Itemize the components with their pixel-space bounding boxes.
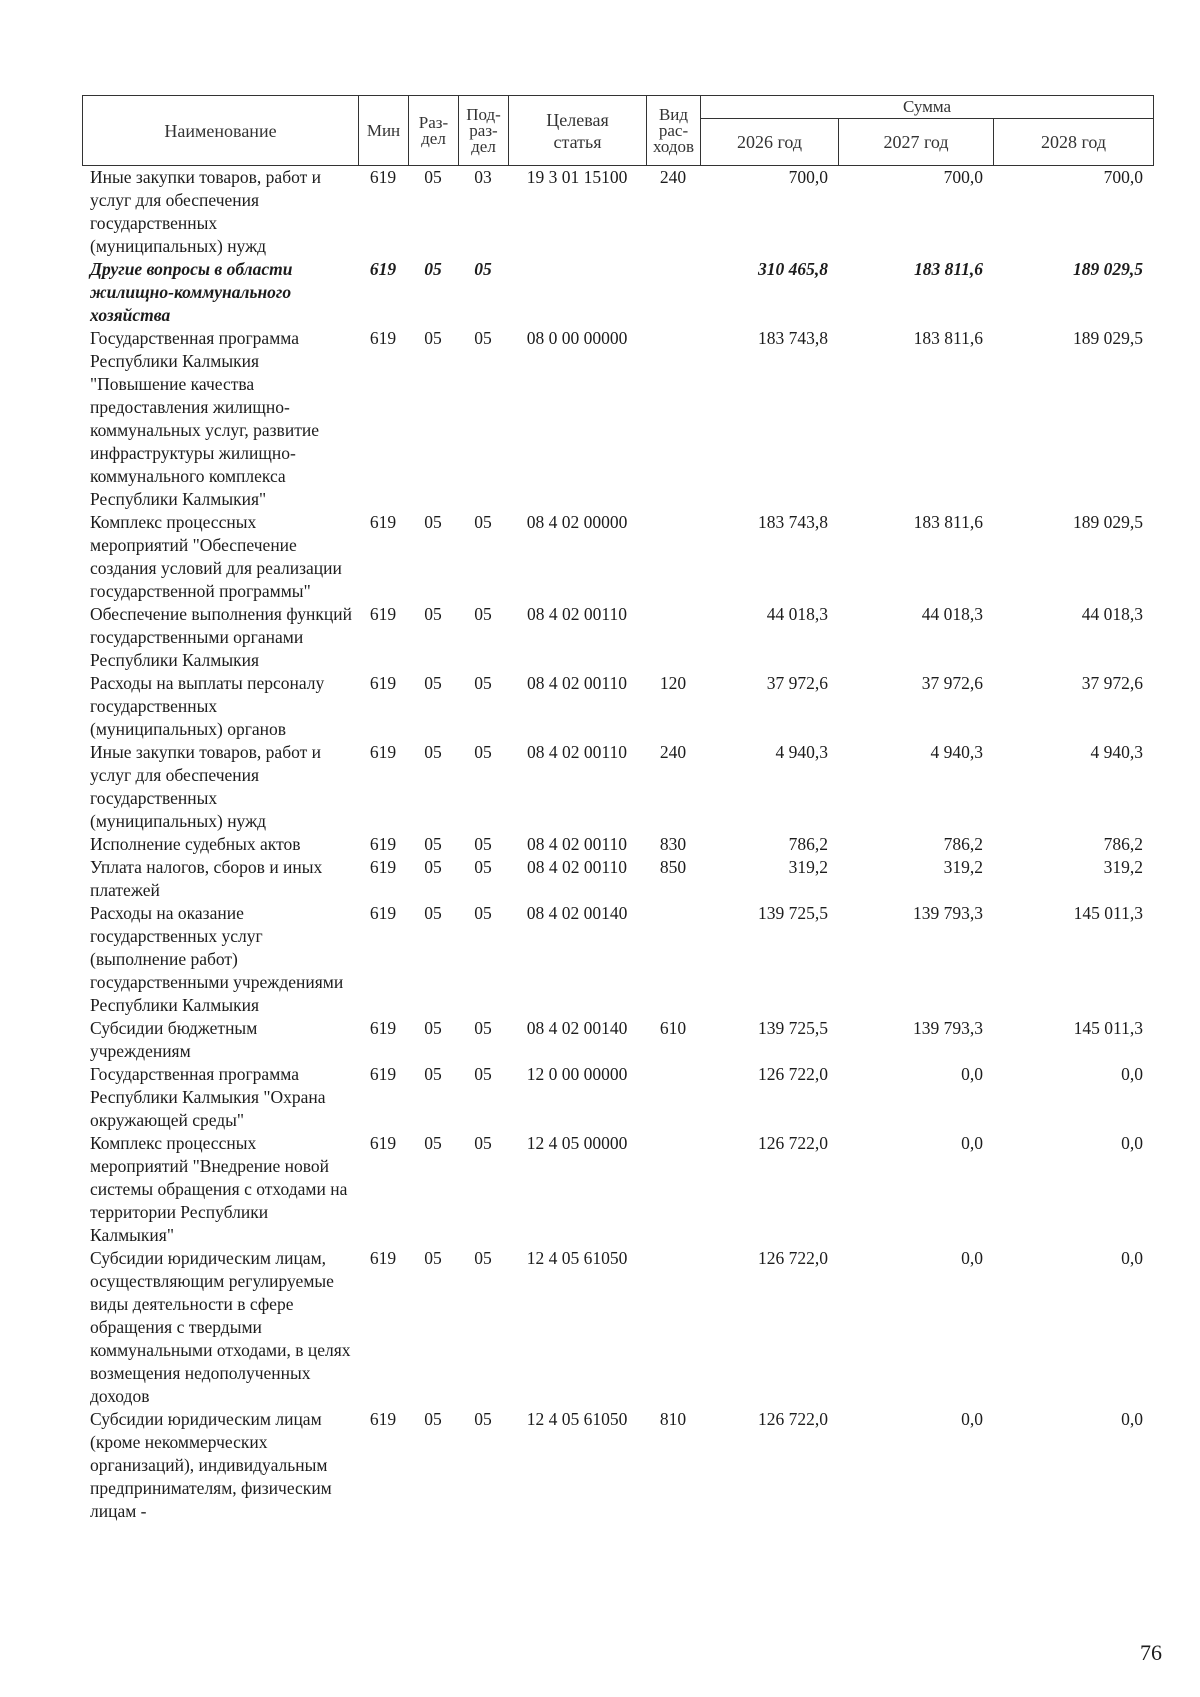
cell-target-article [508, 258, 646, 327]
cell-expense-type: 120 [659, 673, 687, 693]
table-row [82, 166, 1153, 258]
cell-target-article: 08 4 02 00110 [527, 834, 627, 854]
cell-podrazdel: 05 [474, 1064, 492, 1084]
cell-name: Комплекс процессных мероприятий "Обеспечение создания условий для реализации государственной программы" [90, 512, 342, 601]
cell-podrazdel: 05 [474, 742, 492, 762]
cell-razdel: 05 [424, 1248, 442, 1268]
cell-name: Комплекс процессных мероприятий "Внедрение новой системы обращения с отходами на территории Республики Калмыкия" [90, 1133, 348, 1245]
cell-target-article: 08 4 02 00110 [527, 673, 627, 693]
cell-name: Иные закупки товаров, работ и услуг для обеспечения государственных (муниципальных) нужд [90, 742, 322, 831]
cell-name: Иные закупки товаров, работ и услуг для обеспечения государственных (муниципальных) нужд [90, 167, 322, 256]
budget-table [82, 166, 1153, 1523]
cell-target-article: 12 4 05 00000 [526, 1133, 628, 1153]
cell-razdel: 05 [424, 1018, 442, 1038]
cell-sum-2027: 700,0 [943, 167, 983, 187]
cell-razdel: 05 [424, 834, 442, 854]
table-row [82, 1247, 1153, 1408]
header-summa: Сумма [701, 96, 1154, 119]
table-row [82, 1132, 1153, 1247]
cell-razdel: 05 [424, 328, 442, 348]
table-row [82, 511, 1153, 603]
cell-min: 619 [369, 259, 397, 279]
cell-min: 619 [369, 1409, 397, 1429]
cell-expense-type: 610 [659, 1018, 687, 1038]
table-row [82, 833, 1153, 856]
table-header [82, 95, 1154, 166]
cell-sum-2026: 44 018,3 [766, 604, 828, 624]
cell-sum-2028: 0,0 [1121, 1248, 1143, 1268]
cell-sum-2028: 189 029,5 [1073, 259, 1143, 279]
table-row [82, 1063, 1153, 1132]
cell-razdel: 05 [424, 857, 442, 877]
cell-expense-type [646, 511, 700, 603]
cell-sum-2027: 139 793,3 [913, 1018, 983, 1038]
cell-name: Государственная программа Республики Калмыкия "Охрана окружающей среды" [90, 1064, 326, 1130]
cell-sum-2027: 0,0 [961, 1064, 983, 1084]
cell-sum-2026: 126 722,0 [758, 1409, 828, 1429]
cell-target-article: 08 0 00 00000 [526, 328, 628, 348]
cell-expense-type: 850 [659, 857, 687, 877]
cell-name: Расходы на выплаты персоналу государственных (муниципальных) органов [90, 673, 325, 739]
cell-podrazdel: 03 [474, 167, 492, 187]
table-row [82, 1017, 1153, 1063]
header-vid: Вид рас- ходов [647, 96, 701, 166]
cell-sum-2026: 126 722,0 [758, 1248, 828, 1268]
cell-min: 619 [369, 857, 397, 877]
cell-sum-2027: 786,2 [943, 834, 983, 854]
cell-name: Уплата налогов, сборов и иных платежей [90, 857, 323, 900]
cell-min: 619 [369, 834, 397, 854]
header-razdel: Раз- дел [409, 96, 459, 166]
cell-expense-type: 810 [659, 1409, 687, 1429]
cell-expense-type [646, 1132, 700, 1247]
cell-sum-2028: 44 018,3 [1081, 604, 1143, 624]
cell-sum-2026: 37 972,6 [766, 673, 828, 693]
table-row [82, 902, 1153, 1017]
header-podrazdel: Под- раз- дел [459, 96, 509, 166]
cell-sum-2027: 37 972,6 [921, 673, 983, 693]
cell-min: 619 [369, 673, 397, 693]
cell-podrazdel: 05 [474, 259, 492, 279]
cell-min: 619 [369, 903, 397, 923]
cell-min: 619 [369, 167, 397, 187]
cell-sum-2028: 189 029,5 [1073, 512, 1143, 532]
cell-expense-type: 830 [659, 834, 687, 854]
cell-target-article: 08 4 02 00140 [526, 1018, 628, 1038]
cell-sum-2026: 310 465,8 [758, 259, 828, 279]
cell-sum-2027: 44 018,3 [921, 604, 983, 624]
cell-sum-2027: 0,0 [961, 1409, 983, 1429]
header-year-2027: 2027 год [839, 119, 994, 166]
table-row [82, 603, 1153, 672]
cell-name: Другие вопросы в области жилищно-коммунального хозяйства [90, 259, 293, 325]
cell-target-article: 08 4 02 00000 [526, 512, 628, 532]
header-target: Целевая статья [509, 96, 647, 166]
cell-sum-2026: 139 725,5 [758, 903, 828, 923]
cell-sum-2028: 189 029,5 [1073, 328, 1143, 348]
cell-sum-2028: 319,2 [1103, 857, 1143, 877]
cell-sum-2027: 319,2 [943, 857, 983, 877]
cell-target-article: 08 4 02 00110 [527, 742, 627, 762]
table-row [82, 1408, 1153, 1523]
table-row [82, 856, 1153, 902]
cell-name: Субсидии юридическим лицам, осуществляющим регулируемые виды деятельности в сфере обращения с твердыми коммунальными отходами, в целях возмещения недополученных доходов [90, 1248, 351, 1406]
cell-razdel: 05 [424, 259, 442, 279]
cell-sum-2028: 0,0 [1121, 1409, 1143, 1429]
cell-sum-2027: 4 940,3 [930, 742, 983, 762]
cell-sum-2028: 700,0 [1103, 167, 1143, 187]
cell-sum-2028: 0,0 [1121, 1133, 1143, 1153]
cell-sum-2028: 145 011,3 [1073, 903, 1143, 923]
cell-podrazdel: 05 [474, 512, 492, 532]
header-min: Мин [359, 96, 409, 166]
cell-min: 619 [369, 604, 397, 624]
cell-razdel: 05 [424, 673, 442, 693]
cell-sum-2028: 37 972,6 [1081, 673, 1143, 693]
cell-target-article: 19 3 01 15100 [526, 167, 628, 187]
cell-podrazdel: 05 [474, 604, 492, 624]
cell-target-article: 12 4 05 61050 [526, 1409, 628, 1429]
cell-min: 619 [369, 1064, 397, 1084]
cell-sum-2026: 139 725,5 [758, 1018, 828, 1038]
cell-podrazdel: 05 [474, 903, 492, 923]
cell-razdel: 05 [424, 512, 442, 532]
cell-min: 619 [369, 1018, 397, 1038]
cell-sum-2027: 183 811,6 [913, 259, 983, 279]
cell-expense-type [646, 902, 700, 1017]
cell-name: Субсидии юридическим лицам (кроме некоммерческих организаций), индивидуальным предпринимателям, физическим лицам - [90, 1409, 332, 1521]
cell-podrazdel: 05 [474, 1248, 492, 1268]
cell-razdel: 05 [424, 903, 442, 923]
page-number: 76 [1140, 1640, 1162, 1665]
cell-sum-2028: 4 940,3 [1090, 742, 1143, 762]
cell-min: 619 [369, 1133, 397, 1153]
cell-target-article: 12 0 00 00000 [526, 1064, 628, 1084]
cell-expense-type: 240 [659, 742, 687, 762]
cell-sum-2026: 126 722,0 [758, 1064, 828, 1084]
cell-target-article: 08 4 02 00110 [527, 604, 627, 624]
cell-podrazdel: 05 [474, 673, 492, 693]
cell-sum-2028: 0,0 [1121, 1064, 1143, 1084]
cell-target-article: 08 4 02 00140 [526, 903, 628, 923]
cell-podrazdel: 05 [474, 328, 492, 348]
cell-razdel: 05 [424, 1133, 442, 1153]
cell-target-article: 12 4 05 61050 [526, 1248, 628, 1268]
cell-expense-type [646, 603, 700, 672]
cell-sum-2026: 700,0 [788, 167, 828, 187]
cell-sum-2026: 786,2 [788, 834, 828, 854]
cell-expense-type [646, 1247, 700, 1408]
cell-podrazdel: 05 [474, 857, 492, 877]
cell-sum-2026: 319,2 [788, 857, 828, 877]
cell-podrazdel: 05 [474, 834, 492, 854]
cell-name: Государственная программа Республики Калмыкия "Повышение качества предоставления жилищно-коммунальных услуг, развитие инфраструктуры жилищно-коммунального комплекса Республики Калмыкия" [90, 328, 319, 509]
cell-razdel: 05 [424, 742, 442, 762]
cell-min: 619 [369, 742, 397, 762]
cell-sum-2028: 145 011,3 [1073, 1018, 1143, 1038]
cell-sum-2028: 786,2 [1103, 834, 1143, 854]
cell-podrazdel: 05 [474, 1409, 492, 1429]
cell-sum-2026: 183 743,8 [758, 328, 828, 348]
cell-target-article: 08 4 02 00110 [527, 857, 627, 877]
cell-razdel: 05 [424, 1064, 442, 1084]
cell-sum-2027: 183 811,6 [913, 512, 983, 532]
cell-razdel: 05 [424, 1409, 442, 1429]
cell-sum-2026: 183 743,8 [758, 512, 828, 532]
header-year-2028: 2028 год [994, 119, 1154, 166]
header-year-2026: 2026 год [701, 119, 839, 166]
cell-expense-type [646, 1063, 700, 1132]
cell-razdel: 05 [424, 604, 442, 624]
cell-podrazdel: 05 [474, 1133, 492, 1153]
cell-sum-2026: 126 722,0 [758, 1133, 828, 1153]
table-row [82, 741, 1153, 833]
cell-expense-type [646, 327, 700, 511]
cell-sum-2027: 183 811,6 [913, 328, 983, 348]
cell-min: 619 [369, 1248, 397, 1268]
cell-name: Исполнение судебных актов [90, 834, 301, 854]
cell-expense-type: 240 [659, 167, 687, 187]
cell-min: 619 [369, 328, 397, 348]
table-row [82, 672, 1153, 741]
cell-podrazdel: 05 [474, 1018, 492, 1038]
header-name: Наименование [83, 96, 359, 166]
cell-sum-2027: 0,0 [961, 1133, 983, 1153]
cell-min: 619 [369, 512, 397, 532]
cell-sum-2027: 139 793,3 [913, 903, 983, 923]
cell-sum-2026: 4 940,3 [775, 742, 828, 762]
cell-razdel: 05 [424, 167, 442, 187]
table-row [82, 327, 1153, 511]
cell-name: Обеспечение выполнения функций государственными органами Республики Калмыкия [90, 604, 352, 670]
cell-expense-type [646, 258, 700, 327]
table-row [82, 258, 1153, 327]
cell-name: Субсидии бюджетным учреждениям [90, 1018, 258, 1061]
cell-sum-2027: 0,0 [961, 1248, 983, 1268]
cell-name: Расходы на оказание государственных услуг (выполнение работ) государственными учреждениями Республики Калмыкия [90, 903, 344, 1015]
